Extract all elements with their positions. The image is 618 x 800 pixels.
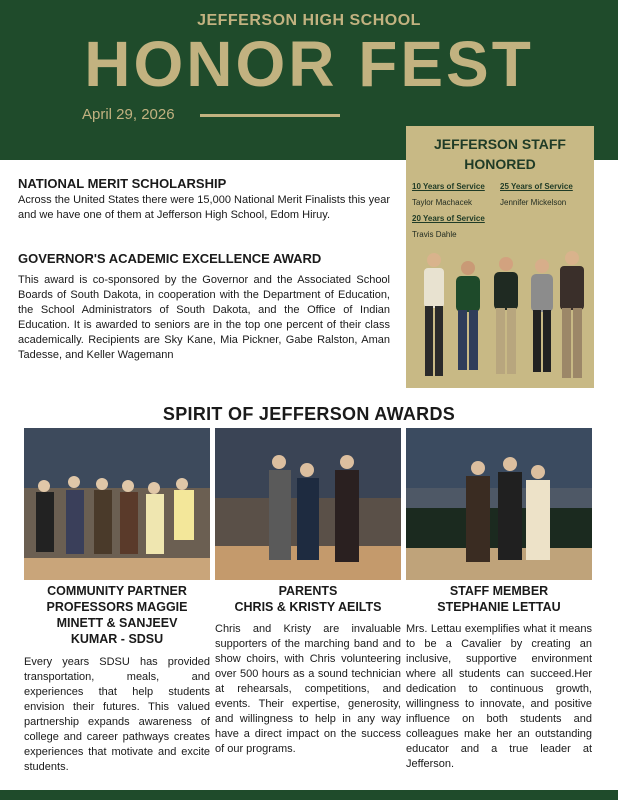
- caption-line: KUMAR - SDSU: [70, 632, 164, 646]
- spirit-awards-title: SPIRIT OF JEFFERSON AWARDS: [162, 404, 456, 424]
- staff-group-heading: 20 Years of Service: [412, 214, 485, 223]
- staff-panel-title: [406, 134, 594, 174]
- staff-title-line2: HONORED: [464, 156, 536, 172]
- section-body-national-merit: Across the United States there were 15,000 National Merit Finalists this year and we have one of them at Jefferson High School, Edom Hiruy.: [18, 194, 390, 221]
- section-heading-governor-award: GOVERNOR'S ACADEMIC EXCELLENCE AWARD: [18, 251, 322, 266]
- award-body-parents: Chris and Kristy are invaluable supporters of the marching band and show choirs, with Chris volunteering over 500 hours as a sound technician at rehearsals, competitions, and events. Their expertise, generosity, and willingness to help in any way have a direct impact on the success of our programs.: [215, 623, 401, 755]
- caption-line: STAFF MEMBER: [449, 584, 549, 598]
- section-body-governor-award: This award is co-sponsored by the Governor and the Associated School Boards of South Dakota, in cooperation with the Department of Education, the School Administrators of South Dakota, and the Office of Indian Education. It is awarded to seniors are in the top one percent of their class academically. Recipients are Sky Kane, Mia Pickner, Gabe Ralston, Aman Tadesse, and Keller Wagemann: [18, 274, 390, 361]
- staff-group-heading: 10 Years of Service: [412, 182, 485, 191]
- award-photo-parents: [215, 428, 401, 580]
- caption-line: PROFESSORS MAGGIE: [46, 600, 188, 614]
- date-divider: [200, 114, 340, 117]
- footer-bar: [0, 790, 618, 800]
- award-photo-staff-member: [406, 428, 592, 580]
- staff-group-heading: 25 Years of Service: [500, 182, 573, 191]
- caption-line: STEPHANIE LETTAU: [437, 600, 561, 614]
- staff-honored-panel: [406, 126, 594, 388]
- page-title: HONOR FEST: [84, 28, 534, 100]
- staff-name: Travis Dahle: [412, 230, 457, 239]
- caption-line: MINETT & SANJEEV: [56, 616, 178, 630]
- school-name: JEFFERSON HIGH SCHOOL: [197, 12, 421, 29]
- staff-name: Taylor Machacek: [412, 198, 473, 207]
- event-date: April 29, 2026: [82, 106, 175, 123]
- staff-group-photo: [406, 246, 594, 388]
- award-body-community-partner: Every years SDSU has provided transportation, meals, and experiences that help students envision their futures. This valued partnership expands awareness of college and career pathways creates experiences that motivate and excite students.: [24, 656, 210, 773]
- caption-line: COMMUNITY PARTNER: [47, 584, 187, 598]
- staff-title-line1: JEFFERSON STAFF: [434, 136, 566, 152]
- award-photo-community-partner: [24, 428, 210, 580]
- award-caption-parents: [215, 583, 401, 615]
- award-body-staff-member: Mrs. Lettau exemplifies what it means to be a Cavalier by creating an inclusive, supportive environment where all students can succeed.Her dedication to continuous growth, willingness to innovate, and positive influence on both students and colleagues make her an outstanding educator and a true leader at Jefferson.: [406, 623, 592, 770]
- caption-line: CHRIS & KRISTY AEILTS: [234, 600, 382, 614]
- caption-line: PARENTS: [278, 584, 338, 598]
- award-caption-community-partner: [24, 583, 210, 647]
- staff-name: Jennifer Mickelson: [500, 198, 567, 207]
- award-caption-staff-member: [406, 583, 592, 615]
- section-heading-national-merit: NATIONAL MERIT SCHOLARSHIP: [18, 176, 227, 191]
